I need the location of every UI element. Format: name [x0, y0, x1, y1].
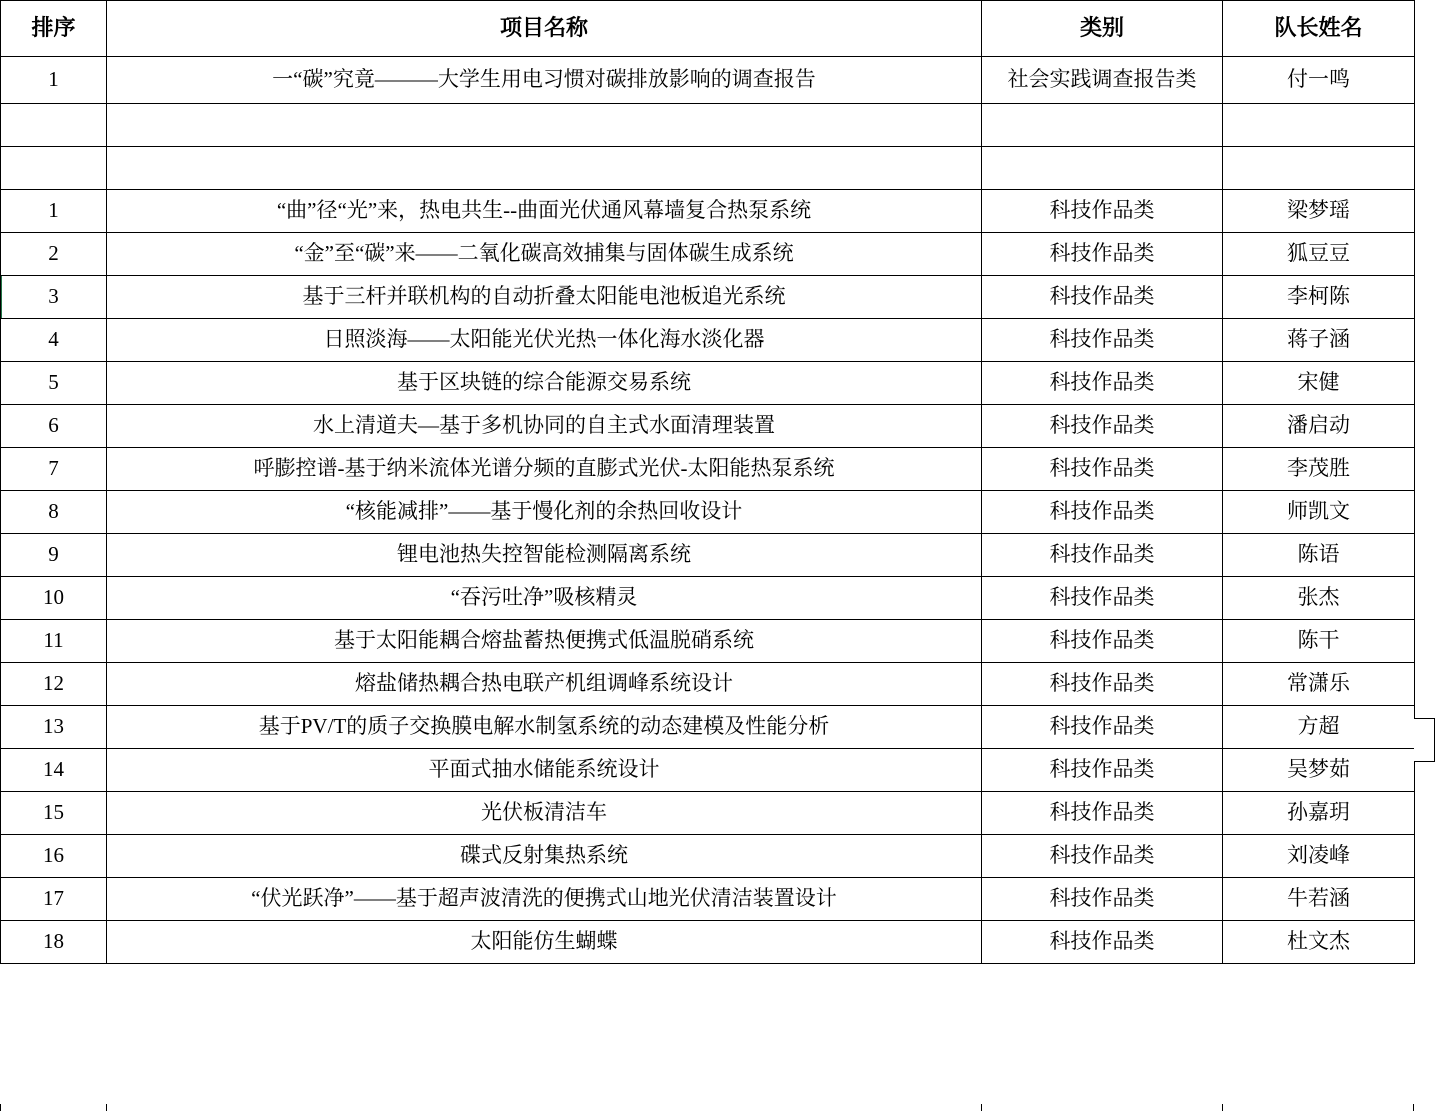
cell-category[interactable]: 科技作品类 — [982, 878, 1223, 921]
cell-category[interactable]: 科技作品类 — [982, 749, 1223, 792]
cell-name[interactable]: 水上清道夫—基于多机协同的自主式水面清理装置 — [107, 405, 982, 448]
table-row — [1, 620, 1415, 663]
table-row — [1, 792, 1415, 835]
cell-leader[interactable]: 狐豆豆 — [1223, 233, 1415, 276]
header-project-name[interactable]: 项目名称 — [107, 1, 982, 57]
table-row — [1, 663, 1415, 706]
header-category[interactable]: 类别 — [982, 1, 1223, 57]
cell-category[interactable]: 科技作品类 — [982, 577, 1223, 620]
cell-category[interactable]: 科技作品类 — [982, 534, 1223, 577]
cell-rank[interactable]: 11 — [1, 620, 107, 663]
cell-empty[interactable] — [1223, 104, 1415, 147]
cell-name[interactable]: 日照淡海——太阳能光伏光热一体化海水淡化器 — [107, 319, 982, 362]
cell-leader[interactable]: 孙嘉玥 — [1223, 792, 1415, 835]
table-body — [1, 1, 1415, 964]
table-row — [1, 233, 1415, 276]
cell-rank[interactable]: 17 — [1, 878, 107, 921]
cell-category[interactable]: 科技作品类 — [982, 190, 1223, 233]
cell-category[interactable]: 科技作品类 — [982, 233, 1223, 276]
table-row — [1, 706, 1415, 749]
cell-empty[interactable] — [982, 104, 1223, 147]
table-row — [1, 835, 1415, 878]
cell-leader[interactable]: 吴梦茹 — [1223, 749, 1415, 792]
cell-rank[interactable]: 6 — [1, 405, 107, 448]
cell-rank[interactable]: 1 — [1, 57, 107, 104]
cell-rank[interactable]: 7 — [1, 448, 107, 491]
cell-leader[interactable]: 李柯陈 — [1223, 276, 1415, 319]
table-row — [1, 448, 1415, 491]
cell-leader[interactable]: 常潇乐 — [1223, 663, 1415, 706]
cell-leader[interactable]: 蒋子涵 — [1223, 319, 1415, 362]
adjacent-column-stub — [1414, 718, 1435, 762]
cell-leader[interactable]: 陈干 — [1223, 620, 1415, 663]
table-row — [1, 276, 1415, 319]
cell-rank-selected[interactable]: 3 — [1, 276, 107, 319]
cell-empty[interactable] — [982, 147, 1223, 190]
table-row — [1, 921, 1415, 964]
cell-name[interactable]: 锂电池热失控智能检测隔离系统 — [107, 534, 982, 577]
cell-category[interactable]: 社会实践调查报告类 — [982, 57, 1223, 104]
cell-rank[interactable]: 10 — [1, 577, 107, 620]
cell-empty[interactable] — [1, 147, 107, 190]
cell-category[interactable]: 科技作品类 — [982, 835, 1223, 878]
table-row — [1, 405, 1415, 448]
table-header-row — [1, 1, 1415, 57]
table-row — [1, 57, 1415, 104]
cell-name[interactable]: 碟式反射集热系统 — [107, 835, 982, 878]
cell-category[interactable]: 科技作品类 — [982, 362, 1223, 405]
cell-leader[interactable]: 张杰 — [1223, 577, 1415, 620]
cell-leader[interactable]: 付一鸣 — [1223, 57, 1415, 104]
table-row — [1, 534, 1415, 577]
cell-rank[interactable]: 9 — [1, 534, 107, 577]
table-row — [1, 362, 1415, 405]
cell-name[interactable]: “金”至“碳”来——二氧化碳高效捕集与固体碳生成系统 — [107, 233, 982, 276]
table-row — [1, 491, 1415, 534]
cell-rank[interactable]: 16 — [1, 835, 107, 878]
cell-name[interactable]: “曲”径“光”来，热电共生--曲面光伏通风幕墙复合热泵系统 — [107, 190, 982, 233]
cell-name[interactable]: 光伏板清洁车 — [107, 792, 982, 835]
cell-name[interactable]: “吞污吐净”吸核精灵 — [107, 577, 982, 620]
table-row-empty — [1, 104, 1415, 147]
cell-empty[interactable] — [1, 104, 107, 147]
table-row — [1, 577, 1415, 620]
cell-category[interactable]: 科技作品类 — [982, 405, 1223, 448]
cell-empty[interactable] — [107, 147, 982, 190]
cell-category[interactable]: 科技作品类 — [982, 319, 1223, 362]
header-rank[interactable]: 排序 — [1, 1, 107, 57]
next-row-partial — [0, 1104, 1414, 1111]
cell-name[interactable]: 熔盐储热耦合热电联产机组调峰系统设计 — [107, 663, 982, 706]
cell-name[interactable]: “伏光跃净”——基于超声波清洗的便携式山地光伏清洁装置设计 — [107, 878, 982, 921]
cell-name[interactable]: 呼膨控谱-基于纳米流体光谱分频的直膨式光伏-太阳能热泵系统 — [107, 448, 982, 491]
cell-rank[interactable]: 12 — [1, 663, 107, 706]
cell-leader[interactable]: 宋健 — [1223, 362, 1415, 405]
header-leader-name[interactable]: 队长姓名 — [1223, 1, 1415, 57]
cell-leader[interactable]: 方超 — [1223, 706, 1415, 749]
cell-leader[interactable]: 杜文杰 — [1223, 921, 1415, 964]
table-row-empty — [1, 147, 1415, 190]
cell-leader[interactable]: 刘凌峰 — [1223, 835, 1415, 878]
cell-leader[interactable]: 李茂胜 — [1223, 448, 1415, 491]
cell-name[interactable]: “核能减排”——基于慢化剂的余热回收设计 — [107, 491, 982, 534]
cell-leader[interactable]: 梁梦瑶 — [1223, 190, 1415, 233]
table-row — [1, 749, 1415, 792]
cell-name[interactable]: 基于PV/T的质子交换膜电解水制氢系统的动态建模及性能分析 — [107, 706, 982, 749]
cell-rank[interactable]: 2 — [1, 233, 107, 276]
cell-category[interactable]: 科技作品类 — [982, 276, 1223, 319]
cell-empty[interactable] — [1223, 147, 1415, 190]
cell-leader[interactable]: 潘启动 — [1223, 405, 1415, 448]
cell-rank[interactable]: 1 — [1, 190, 107, 233]
cell-rank[interactable]: 4 — [1, 319, 107, 362]
cell-name[interactable]: 基于太阳能耦合熔盐蓄热便携式低温脱硝系统 — [107, 620, 982, 663]
cell-rank[interactable]: 13 — [1, 706, 107, 749]
cell-category[interactable]: 科技作品类 — [982, 491, 1223, 534]
cell-category[interactable]: 科技作品类 — [982, 792, 1223, 835]
cell-leader[interactable]: 陈语 — [1223, 534, 1415, 577]
cell-rank[interactable]: 15 — [1, 792, 107, 835]
cell-category[interactable]: 科技作品类 — [982, 706, 1223, 749]
cell-category[interactable]: 科技作品类 — [982, 921, 1223, 964]
cell-name[interactable]: 一“碳”究竟———大学生用电习惯对碳排放影响的调查报告 — [107, 57, 982, 104]
cell-name[interactable]: 基于三杆并联机构的自动折叠太阳能电池板追光系统 — [107, 276, 982, 319]
table-row — [1, 190, 1415, 233]
cell-rank[interactable]: 18 — [1, 921, 107, 964]
cell-name[interactable]: 太阳能仿生蝴蝶 — [107, 921, 982, 964]
cell-leader[interactable]: 师凯文 — [1223, 491, 1415, 534]
cell-name[interactable]: 平面式抽水储能系统设计 — [107, 749, 982, 792]
cell-name[interactable]: 基于区块链的综合能源交易系统 — [107, 362, 982, 405]
cell-category[interactable]: 科技作品类 — [982, 620, 1223, 663]
cell-category[interactable]: 科技作品类 — [982, 448, 1223, 491]
table-row — [1, 878, 1415, 921]
cell-rank[interactable]: 14 — [1, 749, 107, 792]
cell-rank[interactable]: 8 — [1, 491, 107, 534]
table-row — [1, 319, 1415, 362]
cell-category[interactable]: 科技作品类 — [982, 663, 1223, 706]
cell-empty[interactable] — [107, 104, 982, 147]
cell-rank[interactable]: 5 — [1, 362, 107, 405]
cell-leader[interactable]: 牛若涵 — [1223, 878, 1415, 921]
